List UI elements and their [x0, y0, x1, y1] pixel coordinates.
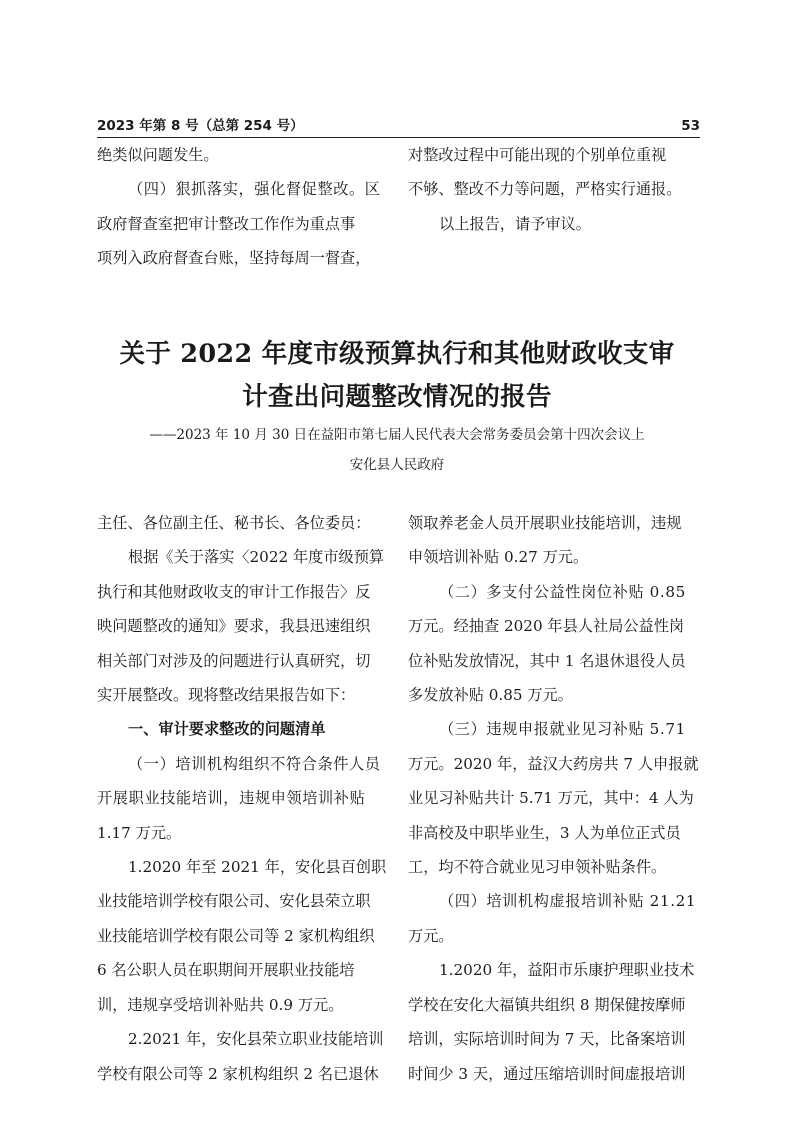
text-line: 实开展整改。现将整改结果报告如下： — [97, 686, 356, 705]
text-line: 映问题整改的通知》要求，我县迅速组织 — [97, 617, 371, 636]
body-left-column — [97, 506, 389, 1091]
text-line: 对整改过程中可能出现的个别单位重视 — [408, 146, 667, 164]
text-line: 工，均不符合就业见习申领补贴条件。 — [408, 858, 667, 877]
text-line: 政府督查室把审计整改工作作为重点事 — [97, 214, 356, 233]
text-line: （二）多支付公益性岗位补贴 0.85 — [439, 582, 686, 601]
text-line: 根据《关于落实〈2022 年度市级预算 — [128, 548, 385, 567]
text-line: （三）违规申报就业见习补贴 5.71 — [439, 720, 686, 739]
text-line: 领取养老金人员开展职业技能培训，违规 — [408, 514, 682, 532]
text-line: 不够、整改不力等问题，严格实行通报。 — [408, 180, 682, 199]
text-line: 业技能培训学校有限公司等 2 家机构组织 — [97, 926, 375, 945]
text-line: 项列入政府督查台账，坚持每周一督查， — [97, 249, 371, 268]
text-line: （一）培训机构组织不符合条件人员 — [128, 754, 381, 773]
top-left-column — [97, 138, 389, 276]
report-title-line-2: 计查出问题整改情况的报告 — [242, 382, 552, 412]
text-line: 非高校及中职毕业生，3 人为单位正式员 — [408, 823, 681, 842]
text-line: 6 名公职人员在职期间开展职业技能培 — [97, 961, 355, 980]
text-line: 2.2021 年，安化县荣立职业技能培训 — [128, 1030, 384, 1049]
report-subtitle: ——2023 年 10 月 30 日在益阳市第七届人民代表大会常务委员会第十四次会议上 — [149, 427, 645, 443]
text-line: 申领培训补贴 0.27 万元。 — [408, 548, 589, 567]
page-header — [97, 116, 700, 136]
text-line: 业见习补贴共计 5.71 万元，其中：4 人为 — [408, 789, 694, 808]
text-line: 相关部门对涉及的问题进行认真研究，切 — [97, 651, 371, 670]
text-line: （四）培训机构虚报培训补贴 21.21 — [439, 892, 697, 911]
body-right-column — [408, 506, 700, 1091]
text-line: 以上报告，请予审议。 — [439, 214, 591, 233]
text-line: 1.17 万元。 — [97, 823, 182, 842]
text-line: 学校在安化大福镇共组织 8 期保健按摩师 — [408, 995, 686, 1014]
text-line: 万元。 — [408, 926, 454, 945]
text-line: 时间少 3 天，通过压缩培训时间虚报培训 — [408, 1064, 686, 1083]
text-line: 开展职业技能培训，违规申领培训补贴 — [97, 789, 366, 808]
text-line: 绝类似问题发生。 — [97, 146, 219, 164]
text-line: （四）狠抓落实，强化督促整改。区 — [128, 180, 381, 199]
text-line: 1.2020 年至 2021 年，安化县百创职 — [128, 858, 387, 877]
report-author: 安化县人民政府 — [349, 457, 445, 473]
text-line: 1.2020 年，益阳市乐康护理职业技术 — [439, 961, 695, 980]
text-line: 业技能培训学校有限公司、安化县荣立职 — [97, 892, 371, 911]
section-heading: 一、审计要求整改的问题清单 — [128, 720, 326, 739]
text-line: 多发放补贴 0.85 万元。 — [408, 686, 573, 705]
report-title-line-1: 关于 2022 年度市级预算执行和其他财政收支审 — [119, 339, 675, 369]
page-number: 53 — [681, 118, 700, 134]
top-right-column — [408, 138, 700, 241]
text-line: 训，违规享受培训补贴共 0.9 万元。 — [97, 995, 344, 1014]
text-line: 位补贴发放情况，其中 1 名退休退役人员 — [408, 651, 686, 670]
text-line: 万元。2020 年，益汉大药房共 7 人申报就 — [408, 754, 699, 773]
text-line: 主任、各位副主任、秘书长、各位委员： — [97, 514, 371, 532]
text-line: 培训，实际培训时间为 7 天，比备案培训 — [408, 1030, 686, 1049]
text-line: 执行和其他财政收支的审计工作报告〉反 — [97, 582, 371, 601]
text-line: 学校有限公司等 2 家机构组织 2 名已退休 — [97, 1064, 379, 1083]
text-line: 万元。经抽查 2020 年县人社局公益性岗 — [408, 617, 685, 636]
issue-label: 2023 年第 8 号（总第 254 号） — [97, 118, 304, 134]
